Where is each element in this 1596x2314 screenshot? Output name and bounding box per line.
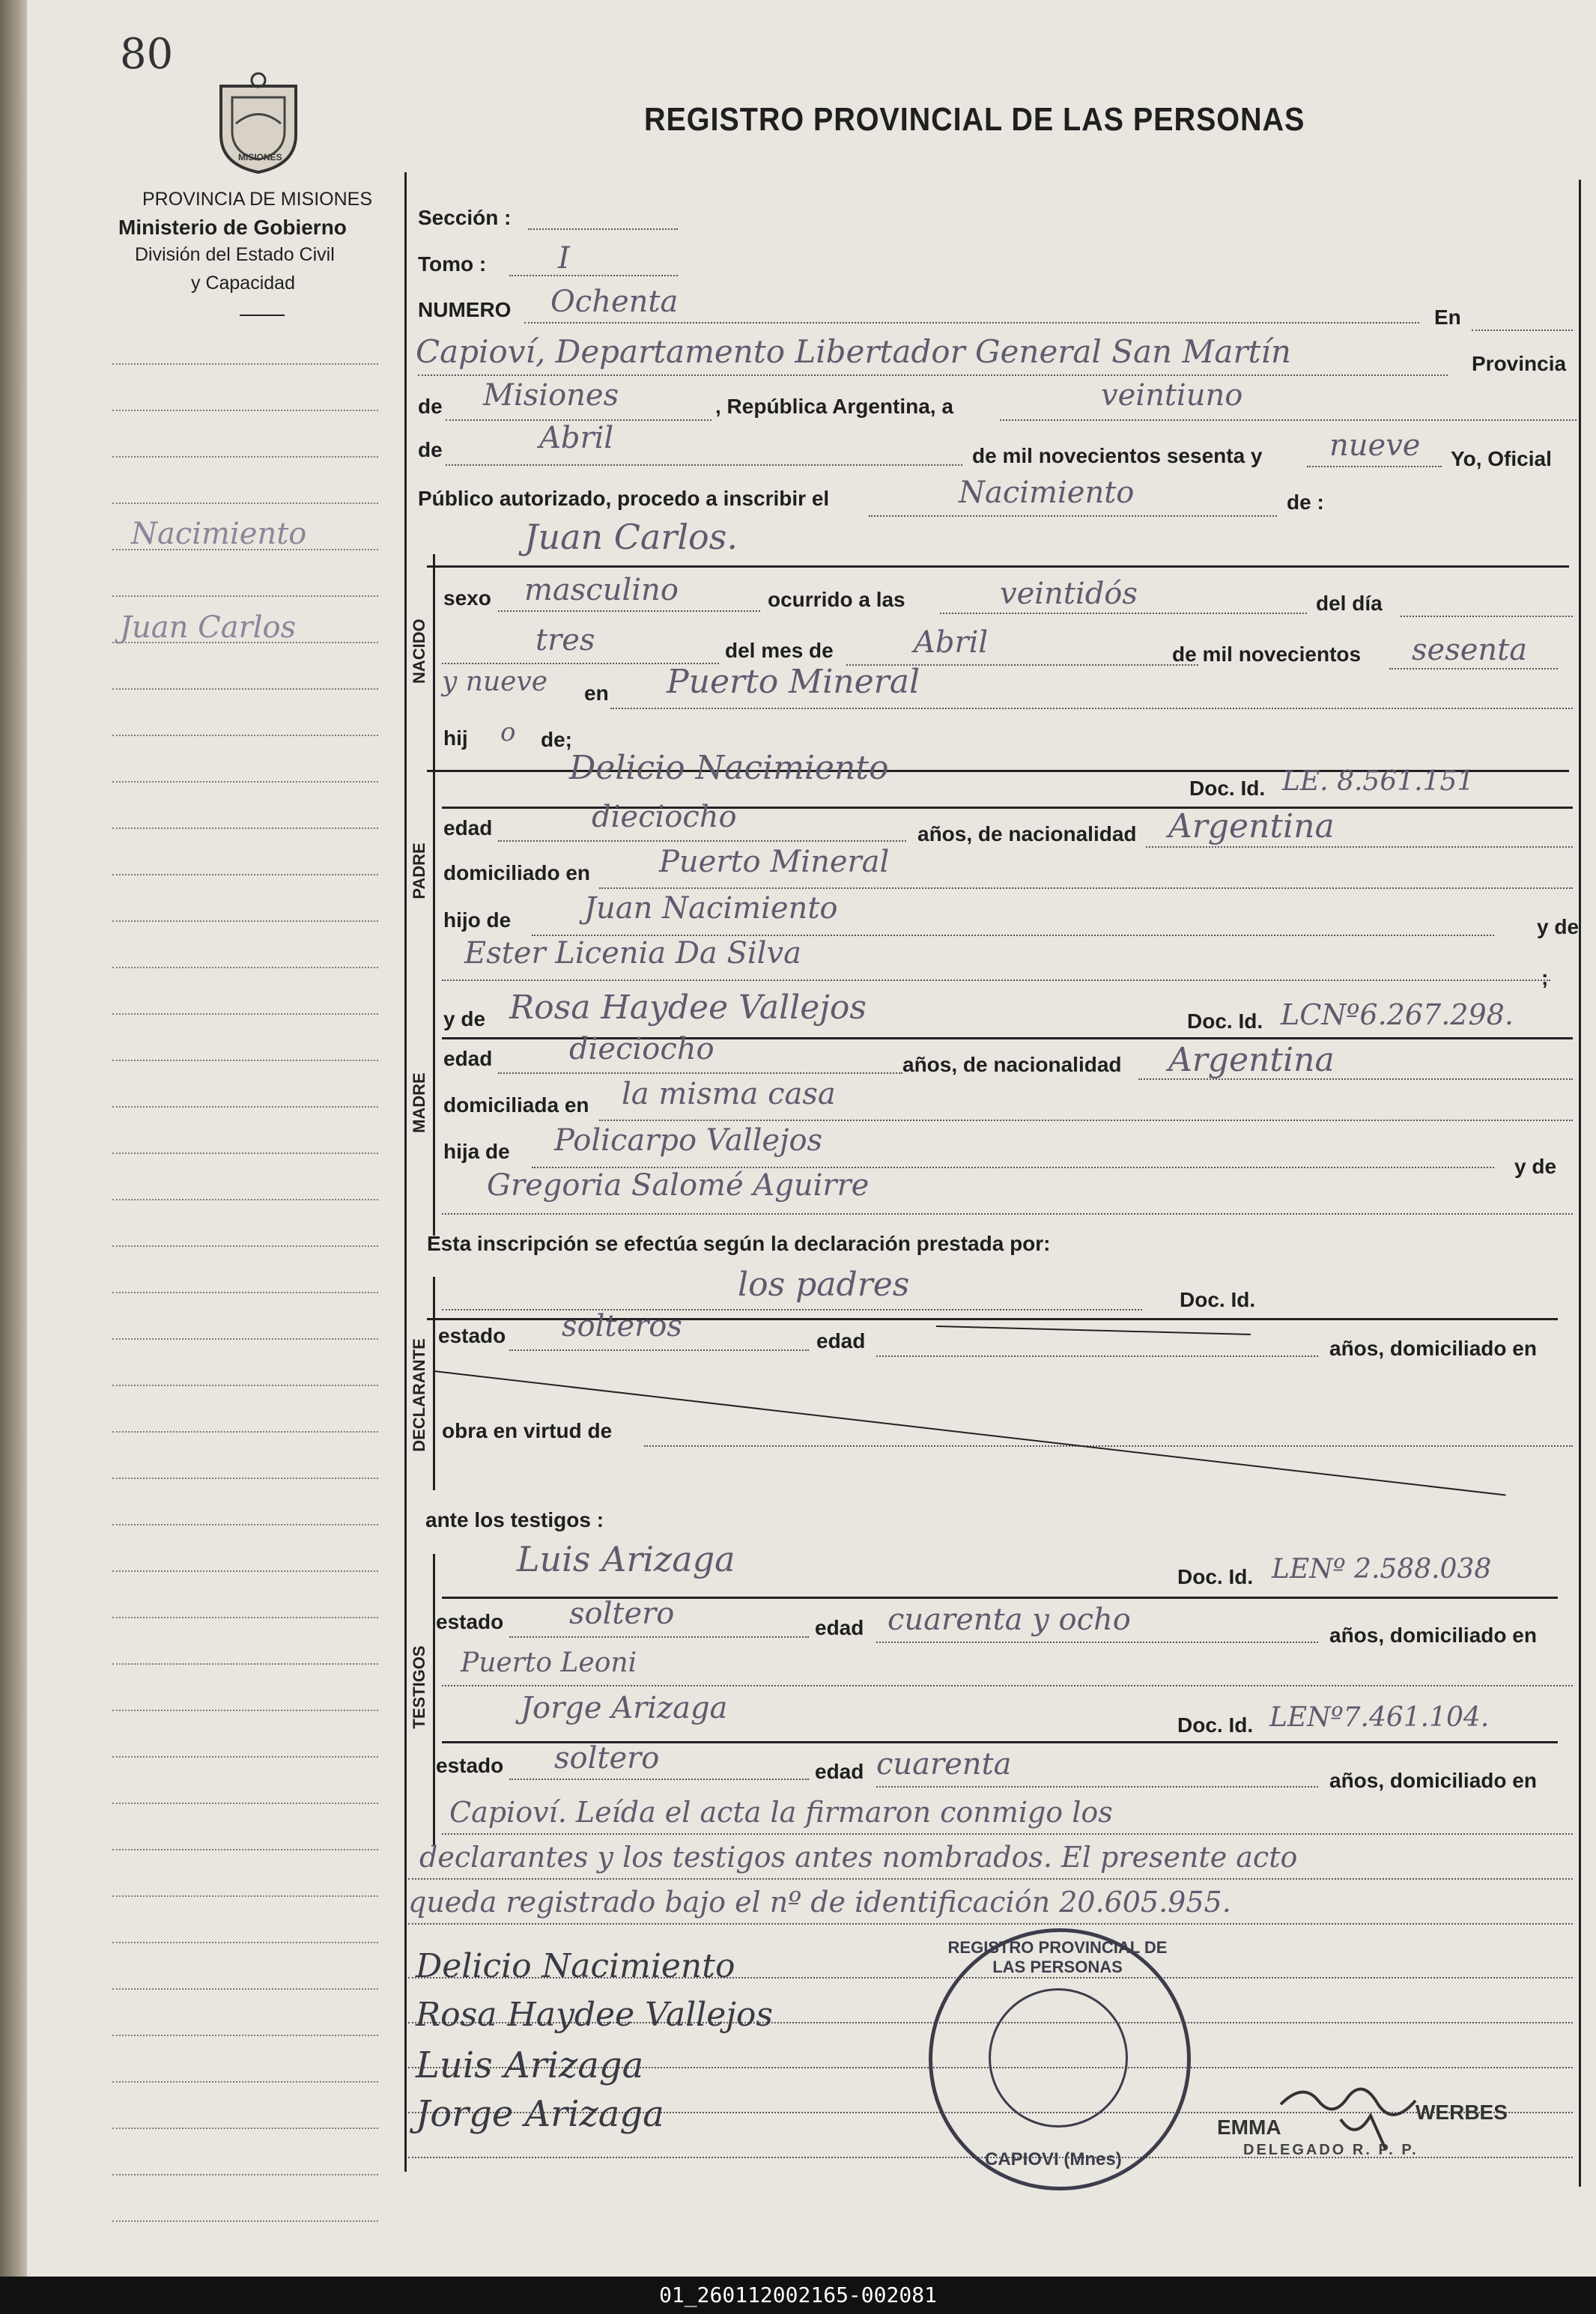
madre-edad-line <box>498 1072 902 1074</box>
abuela-pat-value: Ester Licenia Da Silva <box>464 936 801 971</box>
org-line-2: Ministerio de Gobierno <box>118 216 347 239</box>
abuela-mat-value: Gregoria Salomé Aguirre <box>487 1168 870 1203</box>
lugar-value: Capioví, Departamento Libertador General San Martín <box>416 333 1291 370</box>
mes-value: Abril <box>539 421 614 455</box>
de-label-1: de <box>418 395 443 418</box>
declaracion-label: Esta inscripción se efectúa según la declaración prestada por: <box>427 1232 1051 1255</box>
padre-dom-value: Puerto Mineral <box>659 845 890 879</box>
numero-line <box>524 322 1419 324</box>
hij-label: hij <box>443 726 468 750</box>
org-line-1: PROVINCIA DE MISIONES <box>142 189 373 210</box>
acto-line <box>869 515 1277 517</box>
abuela-mat-line <box>442 1213 1573 1215</box>
padre-edad-line <box>498 840 906 842</box>
hora-line <box>940 613 1307 614</box>
testigo1-value: Luis Arizaga <box>517 1539 735 1579</box>
lugar-nac-line <box>610 708 1573 709</box>
decl-edad-label: edad <box>816 1329 866 1352</box>
lugar-line <box>418 374 1448 376</box>
madre-edad-value: dieciocho <box>569 1032 714 1066</box>
declarante-side-rule <box>433 1277 435 1490</box>
abuelo-mat-value: Policarpo Vallejos <box>554 1123 823 1158</box>
decl-anos-label: años, domiciliado en <box>1329 1337 1537 1360</box>
signature-madre: Rosa Haydee Vallejos <box>416 1996 773 2034</box>
mes-nac-value: Abril <box>914 625 989 660</box>
decl-estado-label: estado <box>438 1324 506 1347</box>
testigo2-estado-value: soltero <box>554 1741 660 1776</box>
padre-nac-value: Argentina <box>1168 807 1335 845</box>
anio-nac-a-line <box>1389 668 1558 669</box>
madre-value: Rosa Haydee Vallejos <box>509 989 867 1027</box>
book-spine <box>0 0 30 2277</box>
tomo-value: I <box>558 241 570 276</box>
numero-label: NUMERO <box>418 298 512 321</box>
madre-anos-label: años, de nacionalidad <box>902 1053 1122 1076</box>
hij-suffix: o <box>500 717 516 747</box>
testigo2-value: Jorge Arizaga <box>521 1691 728 1725</box>
padre-dom-line <box>599 887 1573 889</box>
de-label-2: de <box>418 438 443 461</box>
official-name: EMMA <box>1217 2116 1281 2139</box>
testigo2-estado-line <box>509 1779 809 1780</box>
madre-nac-line <box>1138 1078 1573 1080</box>
semicolon-label: ; <box>1541 966 1549 989</box>
testigo1-edad-line <box>876 1642 1318 1643</box>
decl-doc-label: Doc. Id. <box>1180 1288 1256 1311</box>
acto-value: Nacimiento <box>959 476 1135 510</box>
margin-note-act: Nacimiento <box>131 517 307 551</box>
dia-line <box>1000 419 1577 421</box>
mil-nov-label-2: de mil novecientos <box>1172 643 1362 666</box>
testigos-rule <box>433 1554 435 1846</box>
sexo-label: sexo <box>443 586 491 610</box>
side-testigos: TESTIGOS <box>410 1645 428 1729</box>
del-dia-label: del día <box>1316 592 1383 615</box>
mes-line <box>446 464 962 466</box>
official-surname: WERBES <box>1416 2101 1508 2124</box>
stamp-place: CAPIOVI (Mnes) <box>985 2149 1122 2169</box>
y-de-label-2: y de <box>1514 1155 1557 1178</box>
testigo1-doc-value: LENº 2.588.038 <box>1272 1554 1492 1585</box>
signature-testigo1: Luis Arizaga <box>416 2044 644 2086</box>
page-number: 80 <box>120 30 174 79</box>
seccion-line <box>528 228 678 230</box>
testigo2-edad-label: edad <box>815 1760 864 1783</box>
anio-nac-a-value: sesenta <box>1412 633 1528 667</box>
seal-text: MISIONES <box>238 152 282 163</box>
registry-stamp-inner <box>989 1988 1128 2128</box>
side-nacido: NACIDO <box>410 619 428 684</box>
yo-oficial-label: Yo, Oficial <box>1451 447 1552 470</box>
decl-estado-line <box>509 1349 809 1351</box>
ocurrido-label: ocurrido a las <box>768 588 905 611</box>
de-colon-label: de : <box>1287 491 1324 514</box>
dia-nac-value: tres <box>535 623 595 658</box>
seccion-label: Sección : <box>418 206 512 229</box>
closing-line-2-rule <box>408 1878 1573 1880</box>
testigo2-edad-line <box>876 1786 1318 1788</box>
signature-padre: Delicio Nacimiento <box>416 1947 735 1985</box>
nacido-top-rule <box>427 565 1569 568</box>
declarante-line <box>442 1309 1142 1311</box>
padre-nac-line <box>1146 846 1573 848</box>
closing-line-1-rule <box>442 1833 1573 1835</box>
closing-line-2: declarantes y los testigos antes nombrados. El presente acto <box>419 1841 1298 1874</box>
y-de-label-1: y de <box>1537 915 1580 938</box>
testigo1-estado-value: soltero <box>569 1597 675 1631</box>
sexo-value: masculino <box>524 573 679 607</box>
org-line-4: y Capacidad <box>191 273 295 294</box>
testigo2-anos-label: años, domiciliado en <box>1329 1769 1537 1792</box>
testigo1-doc-label: Doc. Id. <box>1177 1565 1254 1588</box>
padre-rule <box>433 756 435 1003</box>
testigo2-edad-value: cuarenta <box>876 1747 1012 1782</box>
lugar-nac-value: Puerto Mineral <box>667 663 920 701</box>
madre-dom-label: domiciliada en <box>443 1093 589 1117</box>
en-line <box>1472 330 1573 331</box>
tomo-label: Tomo : <box>418 252 487 276</box>
nombre-value: Juan Carlos. <box>524 517 738 557</box>
anio-nac-b-value: y nueve <box>442 666 548 697</box>
padre-edad-value: dieciocho <box>592 800 737 834</box>
official-signature-scribble <box>1273 2074 1423 2157</box>
sexo-line <box>498 610 760 612</box>
padre-doc-value: LE. 8.561.151 <box>1282 766 1475 797</box>
obra-line <box>644 1445 1573 1447</box>
testigo1-anos-label: años, domiciliado en <box>1329 1624 1537 1647</box>
signature-testigo2: Jorge Arizaga <box>416 2093 664 2135</box>
mil-nov-label: de mil novecientos sesenta y <box>972 444 1263 467</box>
document-title: REGISTRO PROVINCIAL DE LAS PERSONAS <box>644 101 1305 138</box>
de-semi-label: de; <box>541 728 572 751</box>
dia-value: veintiuno <box>1101 378 1243 413</box>
madre-dom-line <box>599 1120 1573 1121</box>
tomo-line <box>509 275 678 276</box>
madre-rule <box>433 996 435 1236</box>
testigo1-estado-line <box>509 1636 809 1638</box>
anio-value: nueve <box>1329 428 1421 463</box>
misiones-seal <box>210 71 307 176</box>
testigos-label: ante los testigos : <box>425 1508 604 1531</box>
madre-nac-value: Argentina <box>1168 1041 1335 1079</box>
padre-dom-label: domiciliado en <box>443 861 591 884</box>
madre-doc-value: LCNº6.267.298. <box>1281 998 1514 1031</box>
closing-line-1: Capioví. Leída el acta la firmaron conmigo los <box>449 1796 1113 1829</box>
testigo1-dom-value: Puerto Leoni <box>461 1648 637 1678</box>
main-right-rule <box>1579 180 1581 2187</box>
anio-line <box>1307 466 1442 467</box>
en-label-2: en <box>584 681 609 705</box>
en-label: En <box>1434 306 1461 329</box>
org-underline <box>240 315 285 316</box>
decl-edad-line <box>876 1355 1318 1357</box>
official-role: DELEGADO R. P. P. <box>1243 2142 1419 2158</box>
testigo1-estado-label: estado <box>436 1610 504 1633</box>
decl-estado-value: solteros <box>562 1309 682 1343</box>
madre-doc-label: Doc. Id. <box>1187 1009 1263 1033</box>
image-id-footer: 01_260112002165-002081 <box>0 2277 1596 2314</box>
stamp-text: REGISTRO PROVINCIAL DE LAS PERSONAS <box>947 1938 1168 1976</box>
testigo1-edad-label: edad <box>815 1616 864 1639</box>
side-madre: MADRE <box>410 1072 428 1133</box>
abuela-pat-line <box>442 980 1550 981</box>
republica-label: , República Argentina, a <box>715 395 953 418</box>
hijo-de-label: hijo de <box>443 908 512 932</box>
testigo2-doc-value: LENº7.461.104. <box>1269 1702 1490 1733</box>
del-dia-line <box>1401 616 1573 617</box>
abuelo-pat-value: Juan Nacimiento <box>584 891 838 926</box>
main-left-rule <box>404 172 407 2172</box>
madre-edad-label: edad <box>443 1047 493 1070</box>
margin-note-name: Juan Carlos <box>120 610 297 645</box>
side-padre: PADRE <box>410 842 428 899</box>
testigo1-edad-value: cuarenta y ocho <box>887 1603 1131 1637</box>
padre-edad-label: edad <box>443 816 493 839</box>
padre-doc-label: Doc. Id. <box>1189 777 1266 800</box>
y-de-madre-label: y de <box>443 1007 486 1030</box>
nacido-rule <box>433 554 435 768</box>
provincia-value: Misiones <box>483 378 619 413</box>
provincia-label: Provincia <box>1472 352 1567 375</box>
side-declarante: DECLARANTE <box>410 1338 428 1452</box>
obra-label: obra en virtud de <box>442 1419 613 1442</box>
hija-de-label: hija de <box>443 1140 510 1163</box>
publico-label: Público autorizado, procedo a inscribir el <box>418 487 830 510</box>
hora-value: veintidós <box>1000 577 1138 611</box>
padre-anos-label: años, de nacionalidad <box>917 822 1137 845</box>
closing-line-3-rule <box>408 1923 1573 1925</box>
numero-value: Ochenta <box>550 285 679 319</box>
padre-value: Delicio Nacimiento <box>569 749 889 787</box>
testigo2-estado-label: estado <box>436 1754 504 1777</box>
declarante-value: los padres <box>738 1266 910 1304</box>
org-line-3: División del Estado Civil <box>135 244 335 265</box>
del-mes-label: del mes de <box>725 639 834 662</box>
testigo1-dom-line <box>442 1685 1573 1686</box>
testigo2-doc-label: Doc. Id. <box>1177 1713 1254 1737</box>
closing-line-3: queda registrado bajo el nº de identificación 20.605.955. <box>408 1886 1231 1919</box>
madre-dom-value: la misma casa <box>622 1077 836 1111</box>
